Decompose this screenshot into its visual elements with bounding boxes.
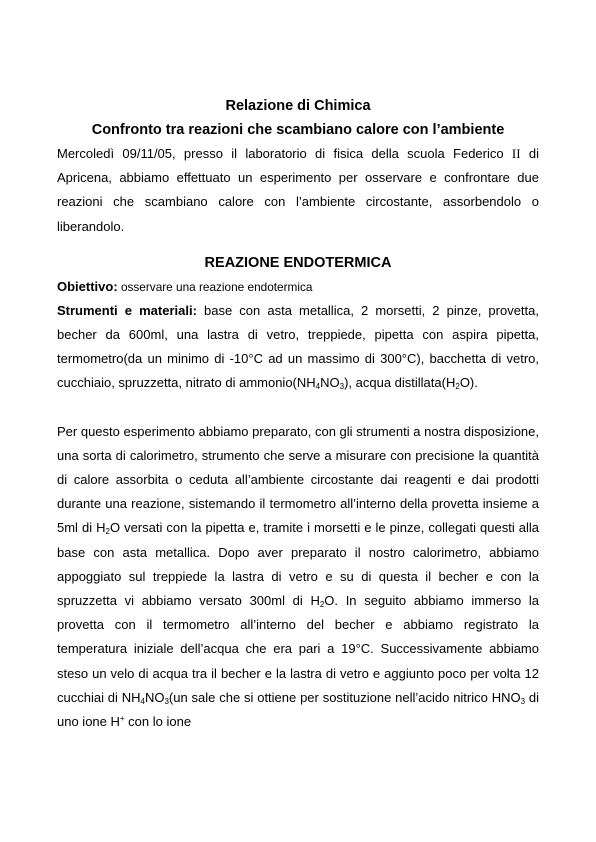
procedure-text-1: Per questo esperimento abbiamo preparato, con gli strumenti a nostra disposizione, una sorta di calorimetro, strumento che serve a misurare con precisione la quantità di calore assorbita o ceduta all’ambiente circostante dai reagenti e dai prodotti durante una reazione, sistemando il termometro all’interno della provetta insieme a 5ml di H bbox=[57, 423, 539, 536]
procedure-text-5: (un sale che si ottiene per sostituzione nell’acido nitrico HNO bbox=[168, 689, 521, 705]
materials-sub-3: 2 bbox=[455, 382, 460, 392]
objective-line bbox=[57, 275, 539, 299]
materials-text-1: base con asta metallica, 2 morsetti, 2 pinze, provetta, becher da 600ml, una lastra di vetro, treppiede, pipetta con aspira pipetta, termometro(da un minimo di -10°C ad un massimo di 300°C), bacchetta di vetro, cucchiaio, spruzzetta, nitrato di ammonio(NH bbox=[57, 302, 539, 391]
intro-roman-numeral: II bbox=[511, 146, 521, 161]
intro-text-2: di Apricena, abbiamo effettuato un esperimento per osservare e confrontare due reazioni che scambiano calore con l’ambiente circostante, assorbendolo o liberandolo. bbox=[57, 146, 539, 234]
procedure-text-3: O. In seguito abbiamo immerso la provetta con il termometro all’interno del becher e abbiamo registrato la temperatura iniziale dell’acqua che era pari a 19°C. Successivamente abbiamo steso un velo di acqua tra il becher e la lastra di vetro e aggiunto poco per volta 12 cucchiai di NH bbox=[57, 593, 539, 705]
procedure-sub-1: 2 bbox=[105, 527, 110, 537]
document-title: Relazione di Chimica bbox=[225, 98, 371, 114]
procedure-text-2: O versati con la pipetta e, tramite i morsetti e le pinze, collegati questi alla base con asta metallica. Dopo aver preparato il nostro calorimetro, abbiamo appoggiato sul treppiede la lastra di vetro e su di questa il becher e con la spruzzetta vi abbiamo versato 300ml di H bbox=[57, 520, 539, 609]
procedure-sub-5: 3 bbox=[520, 696, 526, 706]
materials-text-4: O). bbox=[459, 375, 478, 391]
materials-label: Strumenti e materiali: bbox=[57, 302, 197, 318]
intro-paragraph bbox=[57, 142, 539, 239]
procedure-text-4: NO bbox=[144, 689, 165, 705]
objective-text: osservare una reazione endotermica bbox=[117, 279, 313, 294]
materials-paragraph bbox=[57, 299, 539, 396]
objective-label: Obiettivo: bbox=[57, 278, 118, 294]
section-heading: REAZIONE ENDOTERMICA bbox=[204, 254, 392, 271]
procedure-paragraph bbox=[57, 420, 539, 735]
procedure-sub-4: 3 bbox=[164, 696, 169, 706]
procedure-sub-2: 2 bbox=[319, 600, 325, 610]
intro-text-1: Mercoledì 09/11/05, presso il laboratorio di fisica della scuola Federico bbox=[57, 146, 512, 161]
materials-sub-2: 3 bbox=[339, 382, 345, 392]
procedure-text-7: con lo ione bbox=[124, 714, 192, 730]
procedure-sup-1: + bbox=[119, 714, 125, 724]
document-subtitle: Confronto tra reazioni che scambiano calore con l’ambiente bbox=[91, 122, 505, 138]
procedure-text-6: di uno ione H bbox=[57, 689, 539, 730]
materials-text-2: NO bbox=[320, 375, 340, 391]
materials-sub-1: 4 bbox=[315, 382, 321, 392]
document-content bbox=[57, 94, 539, 734]
procedure-sub-3: 4 bbox=[140, 696, 145, 706]
paragraph-gap bbox=[57, 396, 539, 420]
materials-text-3: ), acqua distillata(H bbox=[344, 375, 456, 391]
